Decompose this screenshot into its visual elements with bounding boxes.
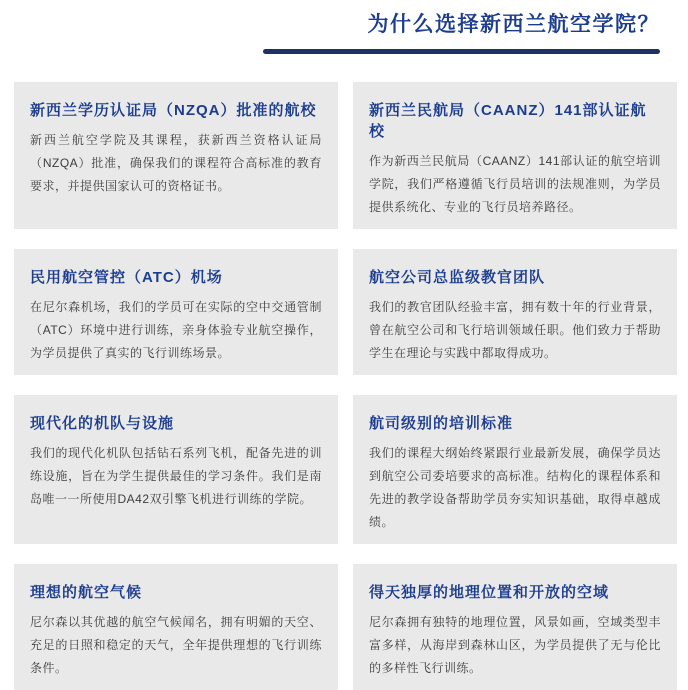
- card-title: 航空公司总监级教官团队: [369, 269, 546, 286]
- section-header: [263, 8, 660, 54]
- card-body: 尼尔森拥有独特的地理位置，风景如画，空域类型丰富多样，从海岸到森林山区，为学员提供了无与伦比的多样性飞行训练。: [369, 615, 661, 675]
- card-body: 我们的课程大纲始终紧跟行业最新发展，确保学员达到航空公司委培要求的高标准。结构化的课程体系和先进的教学设备帮助学员夯实知识基础，取得卓越成绩。: [369, 446, 661, 529]
- feature-card-training-standard: [353, 395, 677, 544]
- feature-card-modern-fleet: [14, 395, 338, 544]
- card-title: 新西兰学历认证局（NZQA）批准的航校: [30, 102, 317, 119]
- card-title: 得天独厚的地理位置和开放的空域: [369, 584, 610, 601]
- feature-card-caanz: [353, 82, 677, 229]
- page-title: 为什么选择新西兰航空学院？: [367, 13, 660, 36]
- card-title: 新西兰民航局（CAANZ）141部认证航校: [369, 102, 647, 140]
- card-title: 现代化的机队与设施: [30, 415, 175, 432]
- feature-card-location-airspace: [353, 564, 677, 690]
- card-title: 航司级别的培训标准: [369, 415, 514, 432]
- feature-card-instructor-team: [353, 249, 677, 375]
- page: [0, 8, 688, 675]
- feature-card-nzqa: [14, 82, 338, 229]
- card-body: 我们的现代化机队包括钻石系列飞机，配备先进的训练设施，旨在为学生提供最佳的学习条件。我们是南岛唯一一所使用DA42双引擎飞机进行训练的学院。: [30, 446, 322, 506]
- title-underline: [263, 49, 660, 54]
- card-body: 作为新西兰民航局（CAANZ）141部认证的航空培训学院，我们严格遵循飞行员培训的法规准则，为学员提供系统化、专业的飞行员培养路径。: [369, 154, 661, 214]
- card-title: 民用航空管控（ATC）机场: [30, 269, 223, 286]
- feature-card-climate: [14, 564, 338, 690]
- card-body: 尼尔森以其优越的航空气候闻名，拥有明媚的天空、充足的日照和稳定的天气，全年提供理想的飞行训练条件。: [30, 615, 322, 675]
- feature-card-atc-airport: [14, 249, 338, 375]
- card-body: 在尼尔森机场，我们的学员可在实际的空中交通管制（ATC）环境中进行训练，亲身体验专业航空操作，为学员提供了真实的飞行训练场景。: [30, 300, 322, 360]
- feature-card-grid: [14, 82, 677, 690]
- card-title: 理想的航空气候: [30, 584, 143, 601]
- card-body: 我们的教官团队经验丰富，拥有数十年的行业背景，曾在航空公司和飞行培训领域任职。他们致力于帮助学生在理论与实践中都取得成功。: [369, 300, 661, 360]
- card-body: 新西兰航空学院及其课程，获新西兰资格认证局（NZQA）批准，确保我们的课程符合高标准的教育要求，并提供国家认可的资格证书。: [30, 133, 322, 193]
